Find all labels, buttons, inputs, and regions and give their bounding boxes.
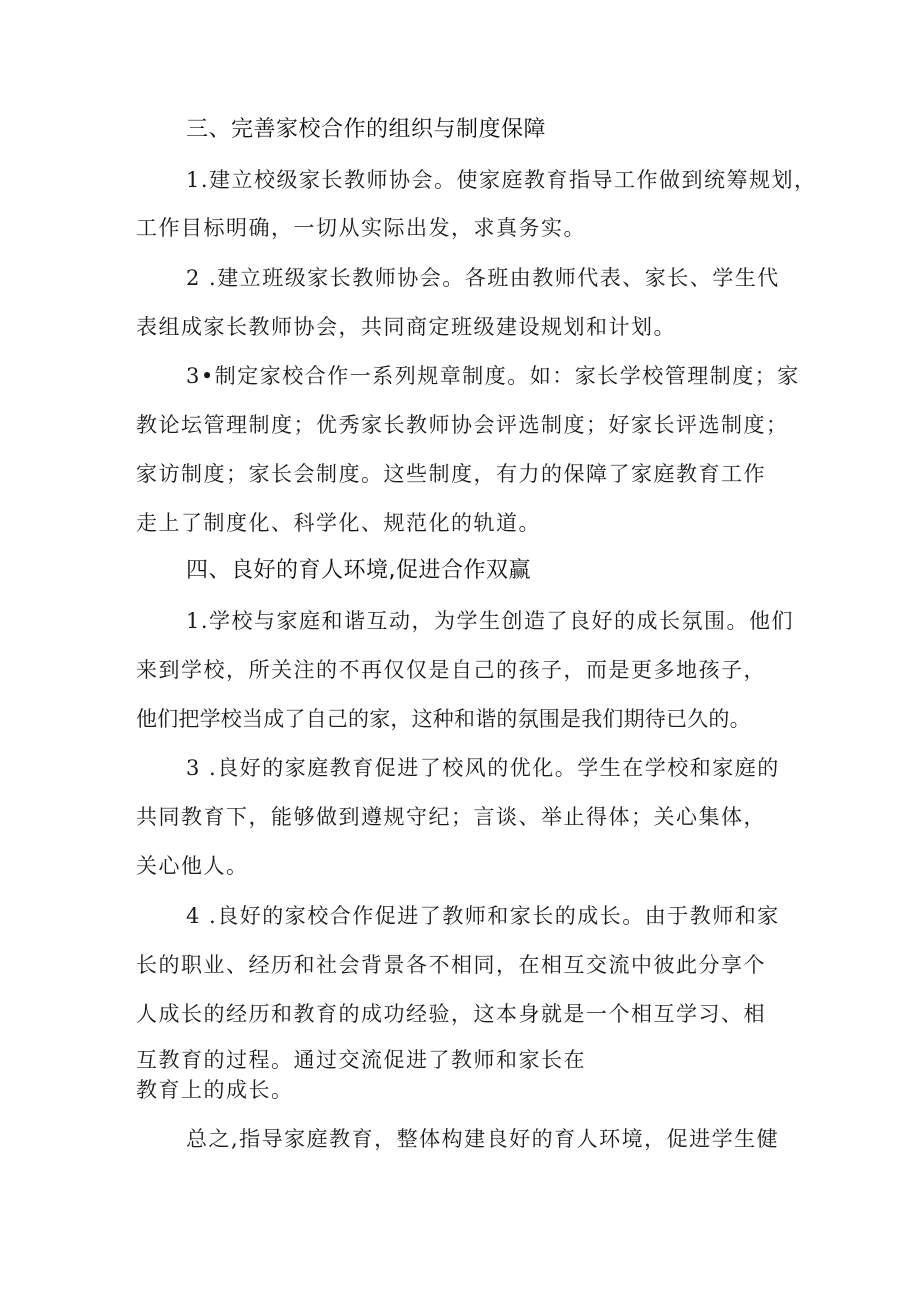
paragraph-line: 总之,指导家庭教育，整体构建良好的育人环境，促进学生健 — [186, 1127, 780, 1151]
paragraph-line: 2 .建立班级家长教师协会。各班由教师代表、家长、学生代 — [186, 266, 780, 290]
paragraph-line: 走上了制度化、科学化、规范化的轨道。 — [136, 511, 541, 535]
paragraph-line: 家访制度；家长会制度。这些制度，有力的保障了家庭教育工作 — [136, 462, 766, 486]
paragraph-line: 他们把学校当成了自己的家，这种和谐的氛围是我们期待已久的。 — [136, 707, 751, 731]
paragraph-line: 关心他人。 — [136, 854, 249, 878]
paragraph-line: 教论坛管理制度；优秀家长教师协会评选制度；好家长评选制度； — [136, 413, 789, 437]
paragraph-line: 共同教育下，能够做到遵规守纪；言谈、举止得体；关心集体， — [136, 805, 766, 829]
paragraph-line: 表组成家长教师协会，共同商定班级建设规划和计划。 — [136, 315, 676, 339]
paragraph-line: 人成长的经历和教育的成功经验，这本身就是一个相互学习、相 — [136, 1002, 766, 1026]
section-heading-3: 三、完善家校合作的组织与制度保障 — [186, 117, 547, 142]
paragraph-line: 1.建立校级家长教师协会。使家庭教育指导工作做到统筹规划， — [186, 168, 817, 192]
paragraph-line: 3 .良好的家庭教育促进了校风的优化。学生在学校和家庭的 — [186, 756, 780, 780]
paragraph-line: 1.学校与家庭和谐互动，为学生创造了良好的成长氛围。他们 — [186, 609, 795, 633]
paragraph-line: 互教育的过程。通过交流促进了教师和家长在 — [136, 1048, 586, 1072]
paragraph-line: 长的职业、经历和社会背景各不相同，在相互交流中彼此分享个 — [136, 953, 766, 977]
paragraph-line: 来到学校，所关注的不再仅仅是自己的孩子，而是更多地孩子， — [136, 658, 766, 682]
section-heading-4: 四、良好的育人环境,促进合作双赢 — [186, 558, 531, 583]
paragraph-line: 工作目标明确，一切从实际出发，求真务实。 — [136, 216, 586, 240]
paragraph-line: 教育上的成长。 — [136, 1078, 294, 1102]
paragraph-line: 4 .良好的家校合作促进了教师和家长的成长。由于教师和家 — [186, 904, 780, 928]
paragraph-line: 3•制定家校合作一系列规章制度。如：家长学校管理制度；家 — [186, 364, 800, 388]
